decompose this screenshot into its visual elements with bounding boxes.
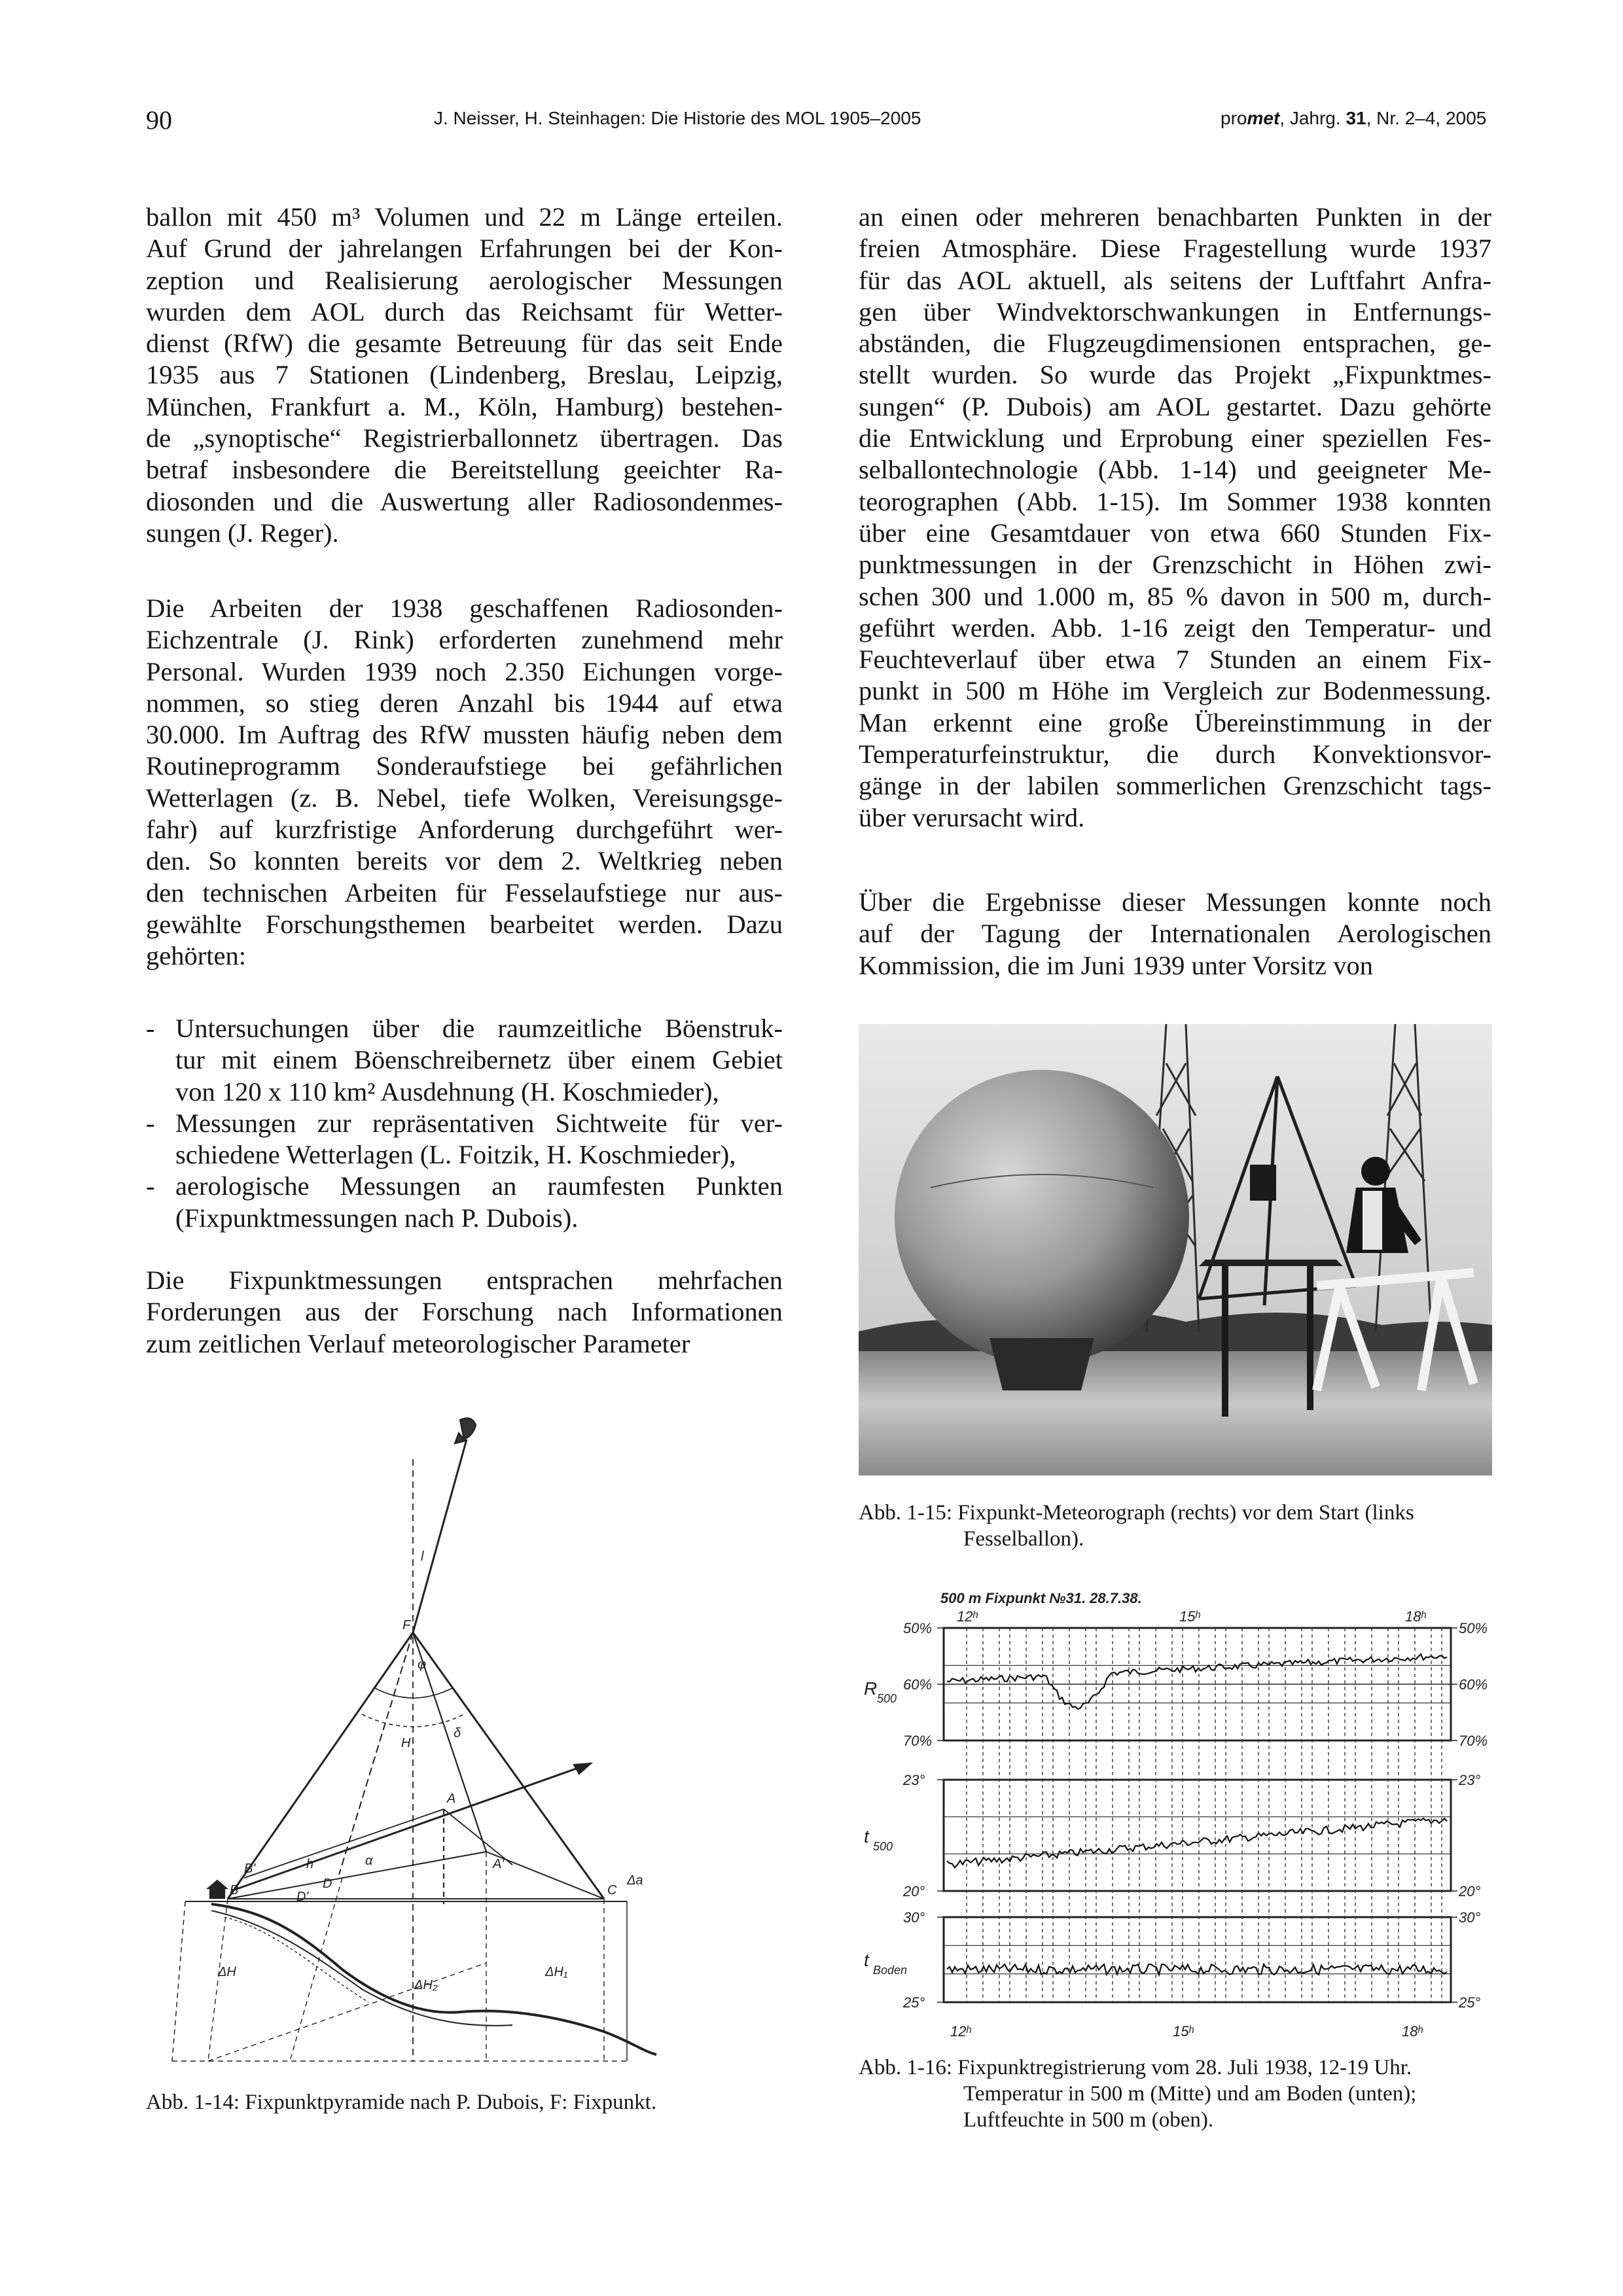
panel-frame-tBoden <box>944 1917 1451 2002</box>
text-line: punkt in 500 m Höhe im Vergleich zur Bodenmessung. <box>859 676 1491 706</box>
text-line: für das AOL aktuell, als seitens der Luftfahrt Anfra- <box>859 265 1491 295</box>
figure-caption-1-16: Abb. 1-16: Fixpunktregistrierung vom 28. Juli 1938, 12-19 Uhr. Temperatur in 500 m (Mitte) und am Boden (unten); Luftfeuchte in 500 m (oben). <box>859 2056 1417 2132</box>
label-alpha: α <box>365 1854 373 1868</box>
label-F: F <box>402 1618 411 1633</box>
label-C: C <box>607 1883 617 1898</box>
list-item-line: (Fixpunktmessungen nach P. Dubois). <box>175 1203 579 1233</box>
text-line: ballon mit 450 m³ Volumen und 22 m Länge erteilen. <box>146 202 783 232</box>
text-line: Wetterlagen (z. B. Nebel, tiefe Wolken, Vereisungsge- <box>146 783 783 813</box>
svg-text:500: 500 <box>873 1840 893 1853</box>
text-line: 30.000. Im Auftrag des RfW mussten häufig neben dem <box>146 720 783 750</box>
text-line: die Entwicklung und Erprobung einer speziellen Fes- <box>859 423 1491 453</box>
label-delta-a: Δa <box>627 1873 643 1888</box>
station-icon <box>210 1888 224 1898</box>
list-item-line: - Untersuchungen über die raumzeitliche Böenstruk- <box>175 1014 783 1043</box>
time-tick-12-bottom: 12ʰ <box>950 2023 971 2040</box>
svg-text:500: 500 <box>877 1692 897 1705</box>
text-line: Temperaturfeinstruktur, die durch Konvektionsvor- <box>859 739 1491 769</box>
text-line: teorographen (Abb. 1-15). Im Sommer 1938 konnten <box>859 486 1491 516</box>
text-line: den. So konnten bereits vor dem 2. Weltkrieg neben <box>146 846 783 876</box>
tick-label-right: 25° <box>1459 1994 1481 2011</box>
text-line: Die Fixpunktmessungen entsprachen mehrfachen <box>146 1265 783 1295</box>
time-tick-18-top: 18ʰ <box>1405 1608 1426 1625</box>
label-A: A <box>447 1792 456 1806</box>
running-title: J. Neisser, H. Steinhagen: Die Historie des MOL 1905–2005 <box>434 108 921 128</box>
text-line: Über die Ergebnisse dieser Messungen konnte noch <box>859 887 1491 917</box>
text-line: Forderungen aus der Forschung nach Informationen <box>146 1297 783 1327</box>
time-tick-15-bottom: 15ʰ <box>1173 2023 1194 2040</box>
text-line: Eichzentrale (J. Rink) erforderten zunehmend mehr <box>146 625 783 655</box>
tick-label-left: 23° <box>903 1772 925 1788</box>
list-item-line: tur mit einem Böenschreibernetz über einem Gebiet <box>175 1045 783 1075</box>
text-line: schen 300 und 1.000 m, 85 % davon in 500 m, durch- <box>859 581 1491 611</box>
meteorograph-photo <box>859 1024 1492 1475</box>
tick-label-right: 20° <box>1459 1883 1481 1899</box>
label-delta-H1: ΔH₁ <box>545 1965 568 1979</box>
label-phi: φ <box>418 1657 427 1672</box>
tick-label-right: 30° <box>1459 1909 1481 1926</box>
label-A-prime: A' <box>493 1857 505 1871</box>
text-line: auf der Tagung der Internationalen Aerologischen <box>859 919 1491 949</box>
text-line: diosonden und die Auswertung aller Radiosondenmes- <box>146 486 783 516</box>
text-line: dienst (RfW) die gesamte Betreuung für das seit Ende <box>146 328 783 359</box>
text-line: geführt werden. Abb. 1-16 zeigt den Temperatur- und <box>859 612 1491 643</box>
text-line: über verursacht wird. <box>859 802 1085 832</box>
label-delta-H: ΔH <box>218 1965 236 1979</box>
tick-label-left: 30° <box>903 1909 925 1926</box>
text-line: zum zeitlichen Verlauf meteorologischer Parameter <box>146 1328 690 1358</box>
label-l: l <box>421 1549 424 1564</box>
panel-frame-t500 <box>944 1780 1451 1891</box>
text-line: München, Frankfurt a. M., Köln, Hamburg) bestehen- <box>146 391 783 421</box>
text-line: gen über Windvektorschwankungen in Entfernungs- <box>859 296 1491 327</box>
label-H: H <box>401 1736 411 1750</box>
right-paragraph-2 <box>859 887 1491 981</box>
tick-label-left: 70% <box>903 1733 933 1749</box>
left-paragraph-1 <box>146 202 783 549</box>
tick-label-left: 25° <box>903 1994 925 2011</box>
tether-line <box>413 1439 467 1633</box>
list-item-line: von 120 x 110 km² Ausdehnung (H. Koschmieder), <box>175 1076 719 1106</box>
text-line: sungen“ (P. Dubois) am AOL gestartet. Dazu gehörte <box>859 391 1491 421</box>
figure-caption-1-15: Abb. 1-15: Fixpunkt-Meteorograph (rechts) vor dem Start (links Fesselballon). <box>859 1501 1414 1551</box>
text-line: Feuchteverlauf über etwa 7 Stunden an einem Fix- <box>859 645 1491 675</box>
list-item-line: schiedene Wetterlagen (L. Foitzik, H. Koschmieder), <box>175 1140 736 1170</box>
text-line: über eine Gesamtdauer von etwa 660 Stunden Fix- <box>859 518 1491 548</box>
text-line: Personal. Wurden 1939 noch 2.350 Eichungen vorge- <box>146 656 783 686</box>
text-line: sungen (J. Reger). <box>146 518 339 548</box>
text-line: gewählte Forschungsthemen bearbeitet werden. Dazu <box>146 909 783 939</box>
right-paragraph-1 <box>859 202 1491 834</box>
text-line: an einen oder mehreren benachbarten Punkten in der <box>859 202 1491 232</box>
list-item <box>146 1171 783 1234</box>
left-paragraph-3 <box>146 1265 783 1360</box>
panel-label-t500: t <box>864 1826 869 1846</box>
panel-label-tBoden: t <box>864 1950 869 1970</box>
svg-text:Boden: Boden <box>873 1964 908 1977</box>
tick-label-left: 60% <box>903 1676 933 1693</box>
time-tick-18-bottom: 18ʰ <box>1402 2023 1423 2040</box>
tick-label-right: 50% <box>1459 1620 1488 1636</box>
label-delta-H2: ΔH₂ <box>414 1978 438 1992</box>
meteorograph-instrument <box>1250 1165 1276 1201</box>
label-D-prime: D' <box>296 1890 309 1904</box>
text-line: betraf insbesondere die Bereitstellung geeichter Ra- <box>146 455 783 485</box>
text-line: selballontechnologie (Abb. 1-14) und geeigneter Me- <box>859 455 1491 485</box>
text-line: den technischen Arbeiten für Fesselaufstiege nur aus- <box>146 877 783 908</box>
left-paragraph-2 <box>146 593 783 972</box>
fixpunkt-pyramid-diagram <box>146 1407 722 2081</box>
text-line: zeption und Realisierung aerologischer Messungen <box>146 265 783 295</box>
text-line: nommen, so stieg deren Anzahl bis 1944 auf etwa <box>146 688 783 718</box>
time-tick-15-top: 15ʰ <box>1179 1608 1200 1625</box>
list-item <box>146 1108 783 1171</box>
text-line: de „synoptische“ Registrierballonnetz übertragen. Das <box>146 423 783 453</box>
tick-label-left: 20° <box>903 1883 925 1899</box>
tick-label-right: 23° <box>1459 1772 1481 1788</box>
list-item-line: - Messungen zur repräsentativen Sichtweite für ver- <box>175 1108 783 1138</box>
text-line: Die Arbeiten der 1938 geschaffenen Radiosonden- <box>146 593 783 623</box>
text-line: 1935 aus 7 Stationen (Lindenberg, Breslau, Leipzig, <box>146 360 783 390</box>
text-line: punktmessungen in der Grenzschicht in Höhen zwi- <box>859 550 1491 580</box>
fixpunkt-recording-chart <box>859 1583 1507 2041</box>
list-item <box>146 1013 783 1108</box>
text-line: gehörten: <box>146 941 246 971</box>
text-line: freien Atmosphäre. Diese Fragestellung wurde 1937 <box>859 234 1491 264</box>
text-line: wurden dem AOL durch das Reichsamt für Wetter- <box>146 296 783 327</box>
journal-reference: promet, Jahrg. 31, Nr. 2–4, 2005 <box>1221 108 1487 128</box>
figure-caption-1-14: Abb. 1-14: Fixpunktpyramide nach P. Dubois, F: Fixpunkt. <box>146 2091 657 2114</box>
text-line: Auf Grund der jahrelangen Erfahrungen bei der Kon- <box>146 234 783 264</box>
time-tick-12-top: 12ʰ <box>957 1608 978 1625</box>
list-item-line: - aerologische Messungen an raumfesten Punkten <box>175 1171 783 1201</box>
text-line: gänge in der labilen sommerlichen Grenzschicht tags- <box>859 771 1491 801</box>
text-line: Man erkennt eine große Übereinstimmung in der <box>859 707 1491 737</box>
text-line: fahr) auf kurzfristige Anforderung durchgeführt wer- <box>146 815 783 845</box>
text-line: Routineprogramm Sonderaufstiege bei gefährlichen <box>146 751 783 781</box>
label-D: D <box>323 1877 332 1891</box>
label-delta: δ <box>454 1726 461 1740</box>
text-line: Kommission, die im Juni 1939 unter Vorsitz von <box>859 950 1374 980</box>
label-B-prime: B' <box>244 1862 256 1876</box>
tick-label-left: 50% <box>903 1620 933 1636</box>
left-dash-list <box>146 1013 783 1234</box>
text-line: abständen, die Flugzeugdimensionen entsprachen, ge- <box>859 328 1491 359</box>
tick-label-right: 60% <box>1459 1676 1488 1693</box>
tick-label-right: 70% <box>1459 1733 1488 1749</box>
label-h: h <box>306 1857 314 1871</box>
label-B: B <box>230 1883 239 1898</box>
text-line: stellt wurden. So wurde das Projekt „Fixpunktmes- <box>859 360 1491 390</box>
chart-title: 500 m Fixpunkt №31. 28.7.38. <box>940 1590 1142 1606</box>
panel-label-R500: R <box>864 1678 878 1699</box>
tethered-balloon <box>895 1070 1189 1364</box>
page-number: 90 <box>146 105 172 135</box>
